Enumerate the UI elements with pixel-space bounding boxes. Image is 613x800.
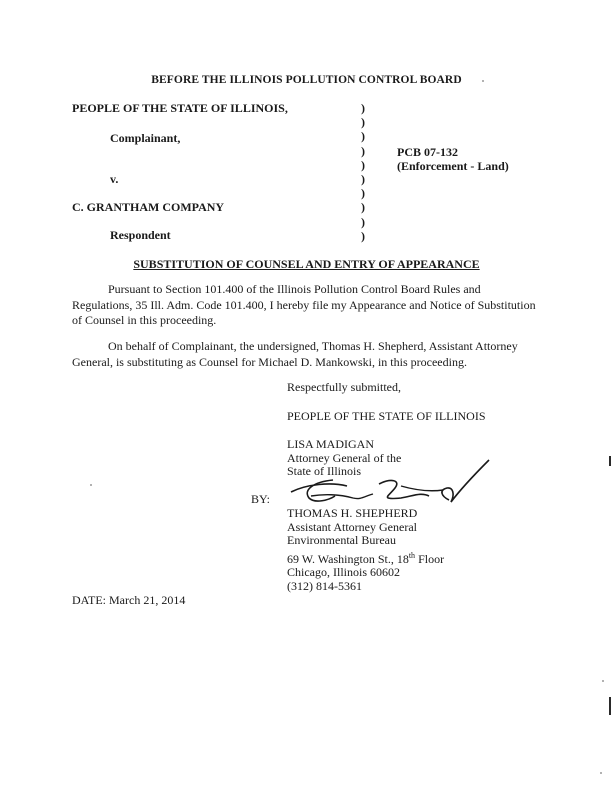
signer-block (287, 506, 444, 595)
board-heading: BEFORE THE ILLINOIS POLLUTION CONTROL BOARD (151, 74, 462, 86)
paragraph-line: Regulations, 35 Ill. Adm. Code 101.400, I hereby file my Appearance and Notice of Substitution (72, 297, 536, 312)
caption-paren: ) (361, 143, 365, 158)
by-label: BY: (251, 492, 270, 506)
closing-line: Respectfully submitted, (287, 380, 401, 394)
signer-address-city: Chicago, Illinois 60602 (287, 565, 400, 580)
caption-paren: ) (361, 186, 365, 201)
caption-paren: ) (361, 214, 365, 229)
paragraph-line: General, is substituting as Counsel for Michael D. Mankowski, in this proceeding. (72, 354, 467, 369)
scan-speck (600, 772, 602, 774)
scan-speck (482, 80, 484, 82)
scan-speck (602, 680, 604, 682)
caption-paren: ) (361, 172, 365, 187)
signature-stroke (451, 460, 489, 502)
caption-parens (361, 101, 371, 243)
signature-stroke (442, 488, 453, 502)
signer-phone: (312) 814-5361 (287, 578, 362, 593)
floor-text: Floor (415, 551, 445, 566)
signature-stroke (311, 494, 373, 499)
paragraph-line: Pursuant to Section 101.400 of the Illinois Pollution Control Board Rules and (108, 282, 481, 296)
caption-paren: ) (361, 157, 365, 172)
street-text: 69 W. Washington St., 18 (287, 551, 409, 566)
case-number: PCB 07-132 (397, 145, 458, 159)
signature-stroke (401, 486, 443, 491)
defendant-name: C. GRANTHAM COMPANY (72, 200, 225, 214)
case-type: (Enforcement - Land) (397, 159, 509, 173)
document-title: SUBSTITUTION OF COUNSEL AND ENTRY OF APPEARANCE (133, 257, 480, 271)
plaintiff-name: PEOPLE OF THE STATE OF ILLINOIS, (72, 101, 288, 115)
paragraph-line: of Counsel in this proceeding. (72, 313, 217, 328)
scan-edge-mark (609, 456, 611, 466)
date-line: DATE: March 21, 2014 (72, 593, 186, 607)
defendant-role: Respondent (110, 228, 171, 242)
signature-stroke (291, 484, 347, 492)
paragraph-appearance (72, 282, 552, 329)
signature-stroke (307, 480, 335, 501)
caption-paren: ) (361, 200, 365, 215)
caption-paren: ) (361, 115, 365, 130)
signer-title: Assistant Attorney General (287, 519, 417, 534)
ordinal-suffix: th (408, 550, 416, 560)
party-line: PEOPLE OF THE STATE OF ILLINOIS (287, 409, 486, 423)
paragraph-substitution (72, 339, 552, 370)
attorney-general-state: State of Illinois (287, 464, 361, 479)
paragraph-line: On behalf of Complainant, the undersigned, Thomas H. Shepherd, Assistant Attorney (108, 339, 518, 353)
versus-label: v. (110, 172, 119, 186)
attorney-general-name: LISA MADIGAN (287, 437, 374, 451)
plaintiff-role: Complainant, (110, 131, 181, 145)
attorney-general-title: Attorney General of the (287, 450, 402, 465)
scan-speck (90, 484, 92, 486)
caption-paren: ) (361, 129, 365, 144)
scan-edge-mark (609, 697, 611, 715)
caption-paren: ) (361, 101, 365, 115)
signer-bureau: Environmental Bureau (287, 533, 396, 548)
caption-paren: ) (361, 228, 365, 243)
signer-name: THOMAS H. SHEPHERD (287, 506, 418, 520)
